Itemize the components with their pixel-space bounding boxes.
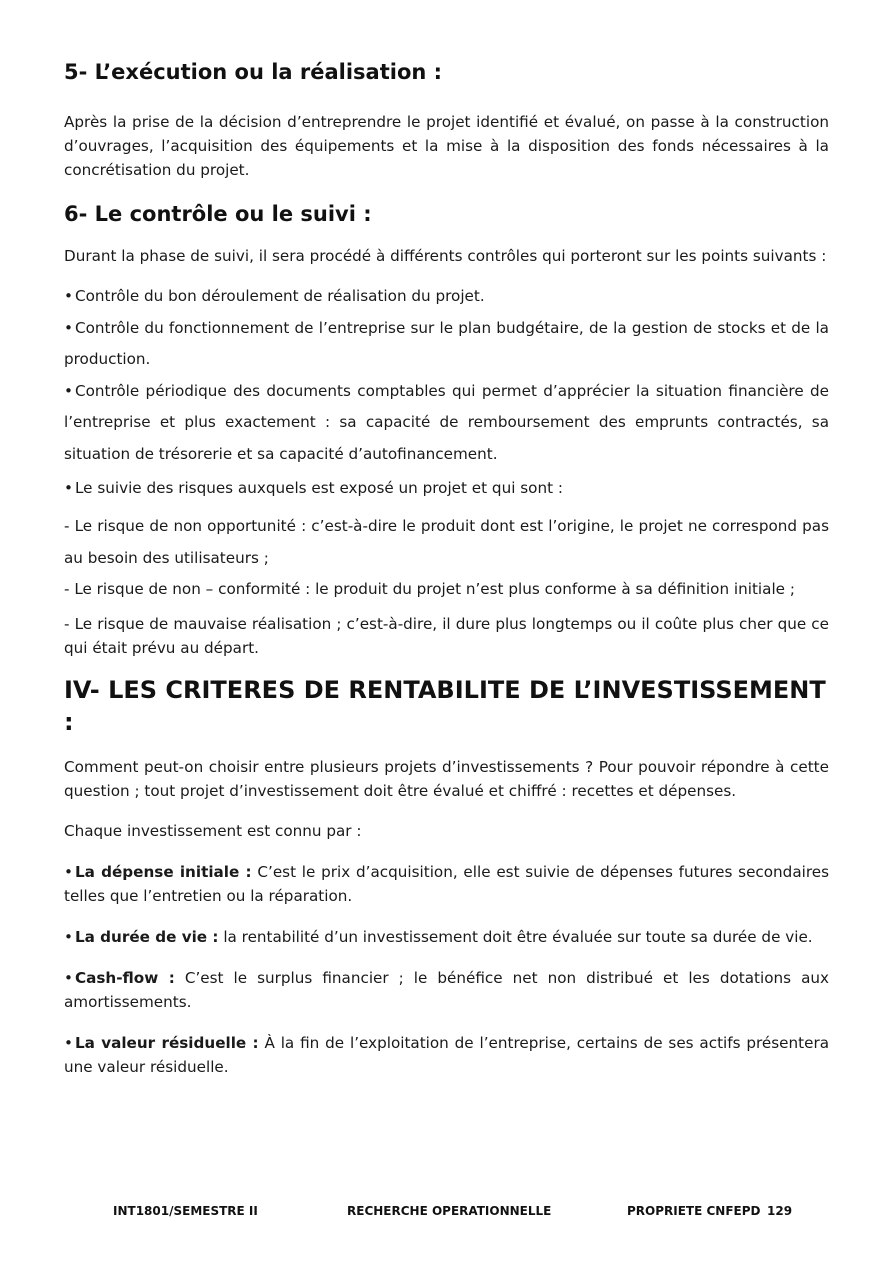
criterion-term: La valeur résiduelle : [74,1033,259,1052]
footer-subject: RECHERCHE OPERATIONNELLE [347,1204,552,1218]
criterion-item-4 [64,1031,829,1079]
section-6-heading: 6- Le contrôle ou le suivi : [64,202,372,226]
bullet-icon: • [64,968,73,987]
criterion-term: Cash-flow : [74,968,175,987]
bullet-text: Contrôle du bon déroulement de réalisation du projet. [74,287,485,305]
dash-icon: - [64,517,70,535]
bullet-text: Le suivie des risques auxquels est exposé un projet et qui sont : [74,479,563,497]
bullet-icon: • [64,862,73,881]
known-by-line: Chaque investissement est connu par : [64,821,362,840]
bullet-icon: • [64,318,73,337]
control-bullet-4 [64,476,829,500]
footer-owner: PROPRIETE CNFEPD [627,1204,761,1218]
criterion-text: C’est le surplus financier ; le bénéfice net non distribué et les dotations aux amortissements. [64,968,830,1011]
criterion-text: À la fin de l’exploitation de l’entreprise, certains de ses actifs présentera une valeur résiduelle. [64,1033,830,1076]
bullet-icon: • [64,381,73,400]
risk-text: Le risque de non opportunité : c’est-à-dire le produit dont est l’origine, le projet ne correspond pas au besoin des utilisateurs ; [64,517,829,567]
page-number: 129 [767,1204,793,1218]
criterion-item-1 [64,860,829,908]
criterion-term: La durée de vie : [74,927,219,946]
bullet-text: Contrôle du fonctionnement de l’entreprise sur le plan budgétaire, de la gestion de stocks et de la production. [64,318,829,368]
criterion-text: la rentabilité d’un investissement doit être évaluée sur toute sa durée de vie. [223,927,813,946]
control-bullet-1 [64,281,829,313]
control-bullet-3 [64,376,829,471]
criterion-item-2 [64,925,829,949]
criterion-term: La dépense initiale : [74,862,252,881]
section-6-intro: Durant la phase de suivi, il sera procédé à différents contrôles qui porteront sur les points suivants : [64,247,827,265]
criterion-item-3 [64,966,829,1014]
page-content [64,58,829,1079]
control-bullet-2 [64,313,829,376]
section-5-heading: 5- L’exécution ou la réalisation : [64,60,443,84]
risk-item-1 [64,511,829,574]
section-iv-heading: IV- LES CRITERES DE RENTABILITE DE L’INVESTISSEMENT : [64,675,826,736]
bullet-icon: • [64,287,73,305]
risk-item-3 [64,612,829,660]
risk-text: Le risque de mauvaise réalisation ; c’est-à-dire, il dure plus longtemps ou il coûte plus cher que ce qui était prévu au départ. [64,614,830,657]
bullet-icon: • [64,479,73,497]
page-footer [0,1204,893,1222]
section-iv-intro: Comment peut-on choisir entre plusieurs projets d’investissements ? Pour pouvoir répondre à cette question ; tout projet d’investissement doit être évalué et chiffré : recettes et dépenses. [64,757,829,800]
footer-course: INT1801/SEMESTRE II [113,1204,258,1218]
criterion-text: C’est le prix d’acquisition, elle est suivie de dépenses futures secondaires telles que l’entretien ou la réparation. [64,862,830,905]
bullet-text: Contrôle périodique des documents comptables qui permet d’apprécier la situation financière de l’entreprise et plus exactement : sa capacité de remboursement des emprunts contractés, sa situation de trésorerie et sa capacité d’autofinancement. [64,381,829,463]
dash-icon: - [64,614,70,633]
risk-item-2 [64,574,829,606]
section-5-paragraph: Après la prise de la décision d’entreprendre le projet identifié et évalué, on passe à la construction d’ouvrages, l’acquisition des équipements et la mise à la disposition des fonds nécessaires à la concrétisation du projet. [64,113,829,179]
dash-icon: - [64,580,70,598]
bullet-icon: • [64,1033,73,1052]
bullet-icon: • [64,927,73,946]
risk-text: Le risque de non – conformité : le produit du projet n’est plus conforme à sa définition initiale ; [74,580,795,598]
